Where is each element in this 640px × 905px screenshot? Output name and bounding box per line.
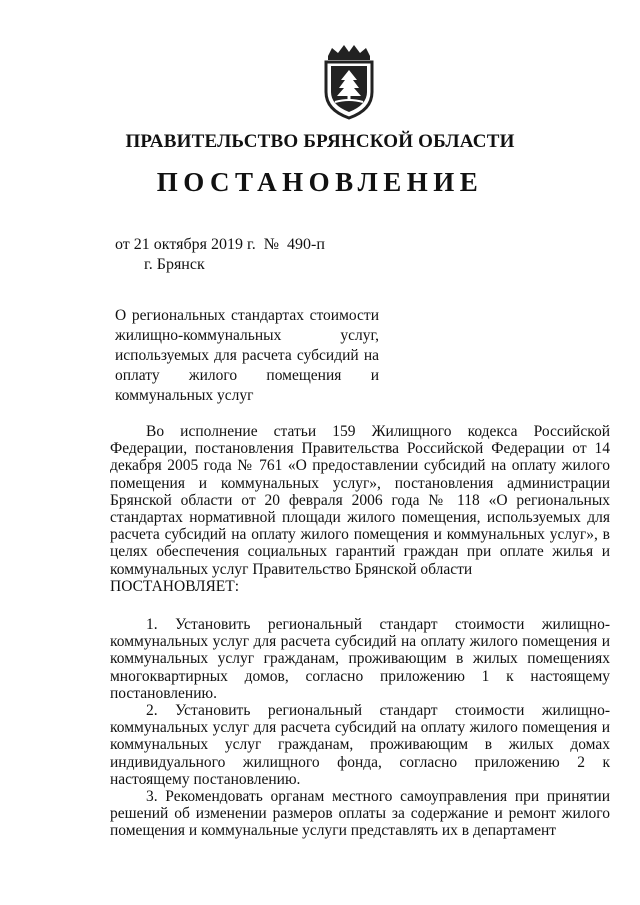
coat-of-arms-icon <box>318 42 380 122</box>
item-paragraph-2: 2. Установить региональный стандарт стоимости жилищно-коммунальных услуг для расчета субсидий на оплату жилого помещения и коммунальных услуг гражданам, проживающим в жилых домах индивидуального жилищного фонда, согласно приложению 2 к настоящему постановлению. <box>110 702 610 788</box>
item-paragraph-1: 1. Установить региональный стандарт стоимости жилищно-коммунальных услуг для расчета субсидий на оплату жилого помещения и коммунальных услуг гражданам, проживающим в жилых помещениях многоквартирных домов, согласно приложению 1 к настоящему постановлению. <box>110 616 610 702</box>
document-type-heading: ПОСТАНОВЛЕНИЕ <box>156 167 484 197</box>
date-number-line: от 21 октября 2019 г. № 490-п <box>115 236 325 253</box>
preamble-paragraph: Во исполнение статьи 159 Жилищного кодекса Российской Федерации, постановления Правительства Российской Федерации от 14 декабря 2005 года № 761 «О предоставлении субсидий на оплату жилого помещения и коммунальных услуг», постановления администрации Брянской области от 20 февраля 2006 года № 118 «О региональных стандартах нормативной площади жилого помещения, используемых для расчета субсидий на оплату жилого помещения и коммунальных услуг», в целях обеспечения социальных гарантий граждан при оплате жилья и коммунальных услуг Правительство Брянской области <box>110 423 610 578</box>
city-line: г. Брянск <box>144 256 205 273</box>
document-body <box>110 423 610 840</box>
subject-block: О региональных стандартах стоимости жилищно-коммунальных услуг, используемых для расчета субсидий на оплату жилого помещения и коммунальных услуг <box>115 307 379 404</box>
resolves-heading: ПОСТАНОВЛЯЕТ: <box>110 577 240 595</box>
item-paragraph-3: 3. Рекомендовать органам местного самоуправления при принятии решений об изменении размеров оплаты за содержание и ремонт жилого помещения и коммунальные услуги представлять их в департамент <box>110 788 610 840</box>
organization-title: ПРАВИТЕЛЬСТВО БРЯНСКОЙ ОБЛАСТИ <box>125 131 515 152</box>
